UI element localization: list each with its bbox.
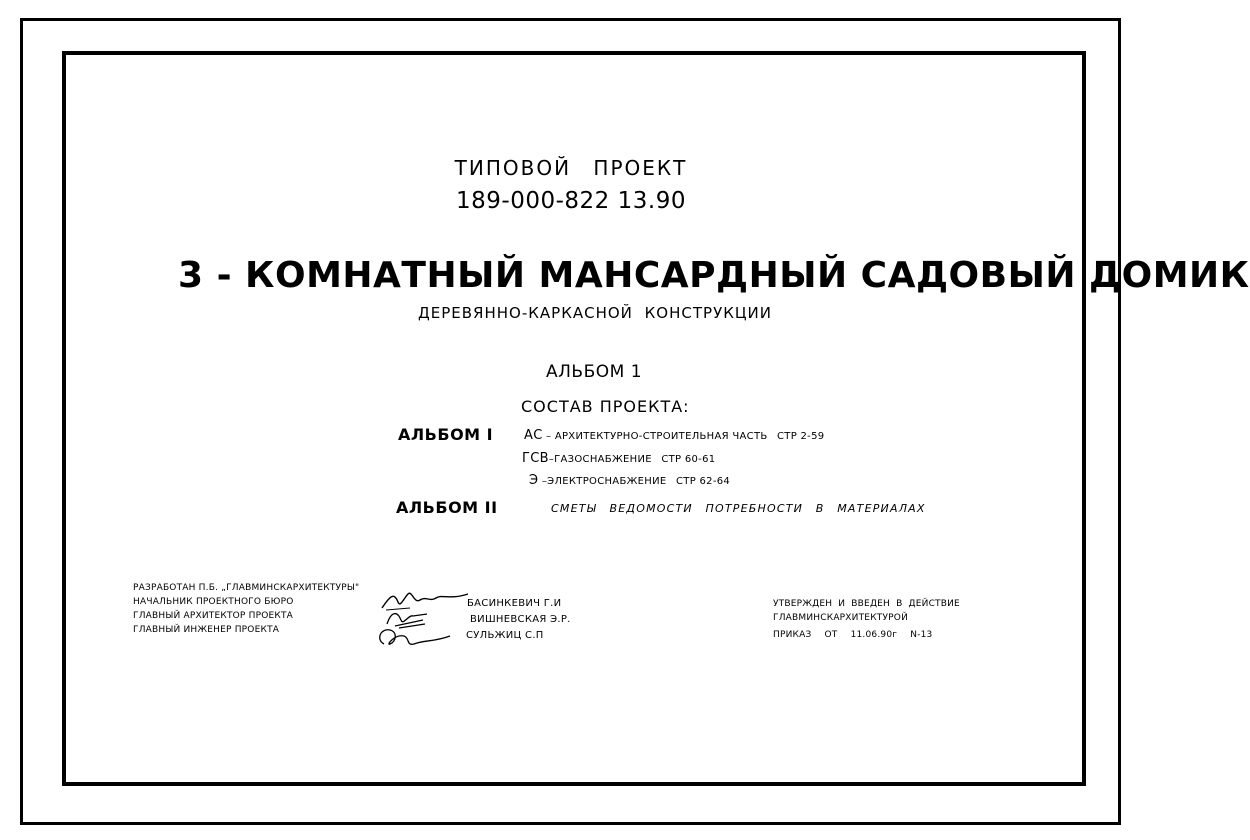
approval-line1: УТВЕРЖДЕН И ВВЕДЕН В ДЕЙСТВИЕ	[773, 599, 960, 609]
order-date: 11.06.90г	[850, 630, 898, 640]
order-label: ПРИКАЗ	[773, 630, 812, 640]
subtitle: ДЕРЕВЯННО-КАРКАСНОЙ КОНСТРУКЦИИ	[418, 304, 772, 322]
contents-item	[524, 429, 824, 442]
item-text: –ГАЗОСНАБЖЕНИЕ	[548, 454, 652, 465]
contents-item	[529, 474, 730, 487]
item-code: Э	[529, 473, 539, 488]
item-code: ГСВ	[522, 451, 549, 466]
name-bureau-head: БАСИНКЕВИЧ Г.И	[467, 598, 562, 609]
signature-3	[374, 626, 454, 650]
role-chief-architect: ГЛАВНЫЙ АРХИТЕКТОР ПРОЕКТА	[133, 611, 294, 621]
role-chief-engineer: ГЛАВНЫЙ ИНЖЕНЕР ПРОЕКТА	[133, 625, 280, 635]
album-heading: АЛЬБОМ 1	[546, 362, 643, 382]
item-code: АС	[524, 428, 543, 443]
item-text: –ЭЛЕКТРОСНАБЖЕНИЕ	[538, 476, 667, 487]
order-from: ОТ	[824, 630, 838, 640]
volume1-label: АЛЬБОМ I	[398, 425, 494, 444]
item-pages: СТР 62-64	[676, 476, 731, 487]
name-chief-architect: ВИШНЕВСКАЯ Э.Р.	[470, 614, 571, 625]
role-bureau-head: НАЧАЛЬНИК ПРОЕКТНОГО БЮРО	[133, 597, 294, 607]
main-title: 3 - КОМНАТНЫЙ МАНСАРДНЫЙ САДОВЫЙ ДОМИК	[178, 255, 1250, 296]
name-chief-engineer: СУЛЬЖИЦ С.П	[466, 630, 544, 641]
approval-line2: ГЛАВМИНСКАРХИТЕКТУРОЙ	[773, 613, 909, 623]
item-text: – АРХИТЕКТУРНО-СТРОИТЕЛЬНАЯ ЧАСТЬ	[542, 431, 768, 442]
developed-by: РАЗРАБОТАН П.Б. „ГЛАВМИНСКАРХИТЕКТУРЫ"	[133, 583, 360, 593]
contents-item	[522, 452, 715, 465]
contents-heading: СОСТАВ ПРОЕКТА:	[521, 397, 690, 416]
order-number: N-13	[910, 630, 933, 640]
doc-number: 189-000-822 13.90	[456, 188, 686, 214]
item-pages: СТР 2-59	[777, 431, 825, 442]
item-pages: СТР 60-61	[661, 454, 716, 465]
doc-type: ТИПОВОЙ ПРОЕКТ	[454, 156, 688, 180]
approval-order	[773, 631, 932, 640]
volume2-text: СМЕТЫ ВЕДОМОСТИ ПОТРЕБНОСТИ В МАТЕРИАЛАХ	[551, 502, 926, 515]
volume2-label: АЛЬБОМ II	[396, 498, 498, 517]
